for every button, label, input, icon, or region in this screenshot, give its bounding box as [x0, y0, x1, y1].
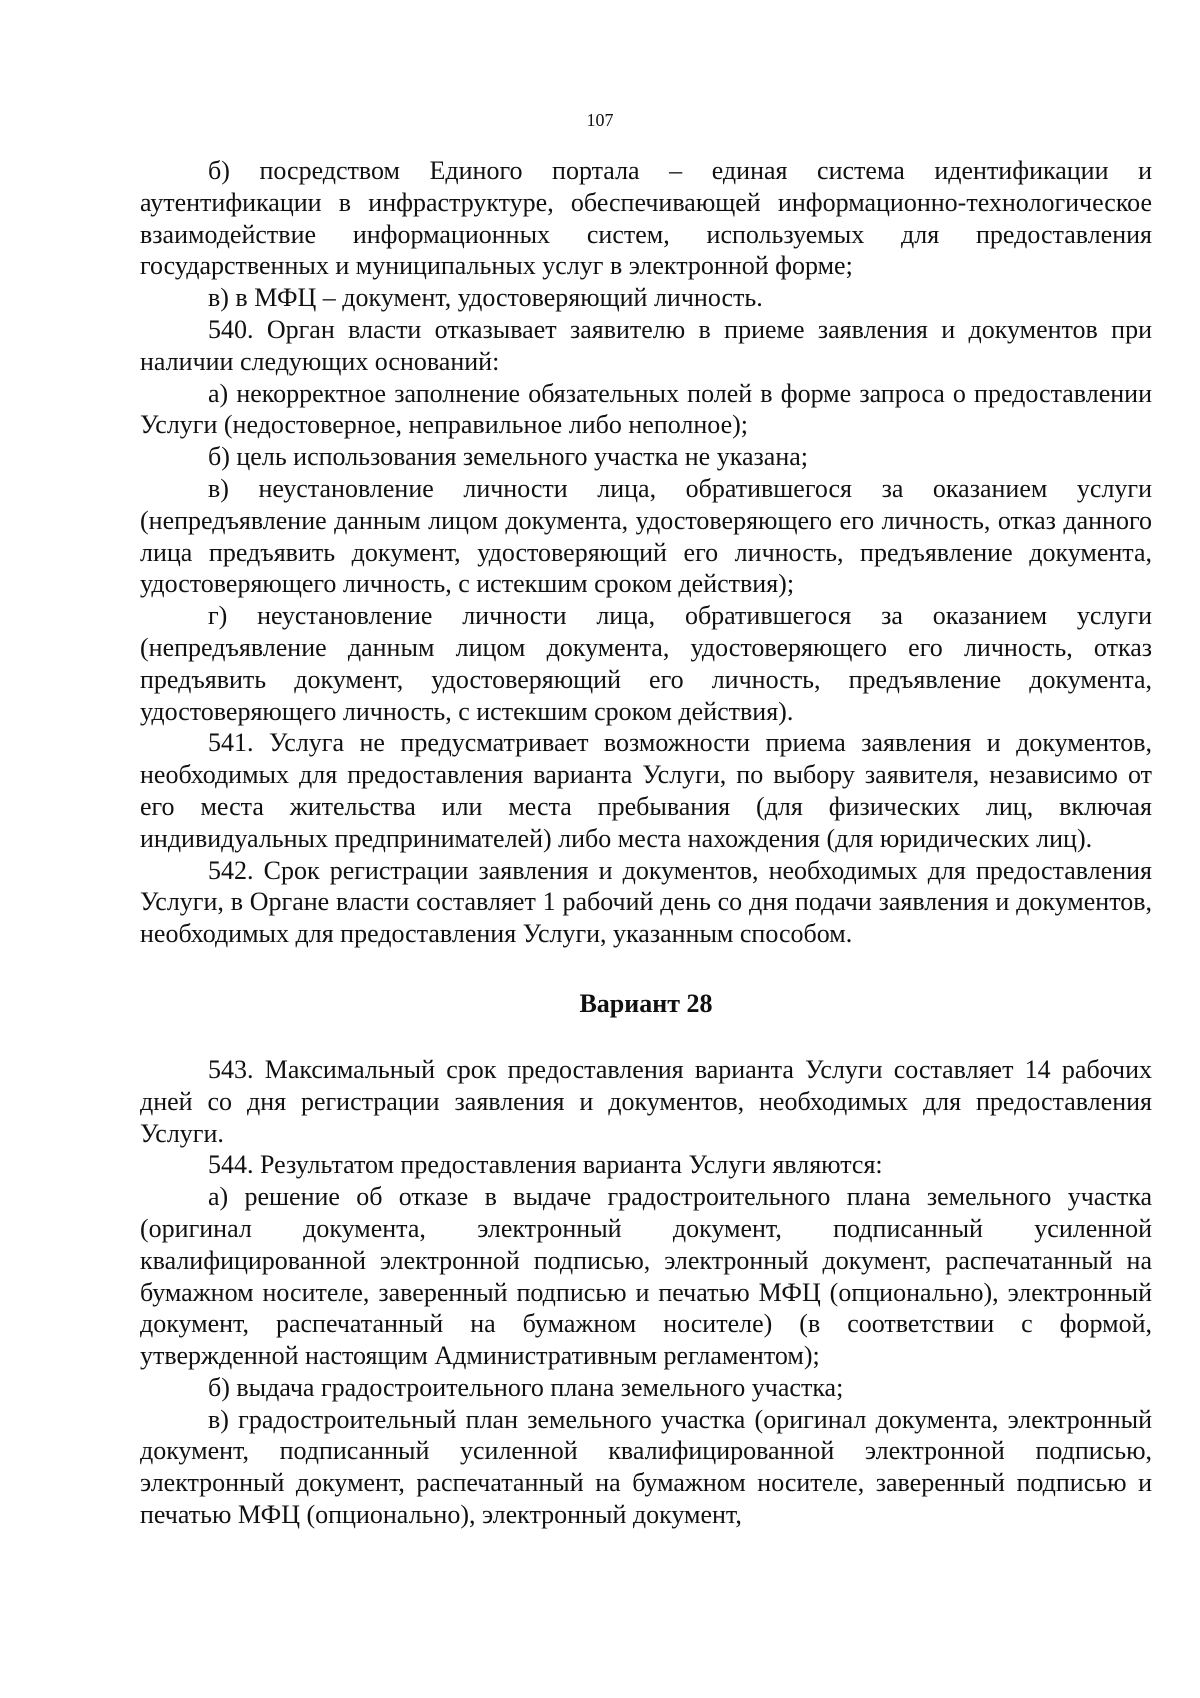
paragraph-540-a: а) некорректное заполнение обязательных полей в форме запроса о предоставлении Услуги (недостоверное, неправильное либо неполное); [140, 378, 1152, 440]
paragraph-540-g: г) неустановление личности лица, обратившегося за оказанием услуги (непредъявление данным лицом документа, удостоверяющего его личность, отказ предъявить документ, удостоверяющий его личность, предъявление документа, удостоверяющего личность, с истекшим сроком действия). [140, 601, 1152, 726]
paragraph-543: 543. Максимальный срок предоставления варианта Услуги составляет 14 рабочих дней со дня регистрации заявления и документов, необходимых для предоставления Услуги. [140, 1054, 1152, 1148]
page-number: 107 [586, 110, 614, 130]
paragraph-v-mfc: в) в МФЦ – документ, удостоверяющий личность. [208, 283, 763, 313]
paragraph-541: 541. Услуга не предусматривает возможности приема заявления и документов, необходимых для предоставления варианта Услуги, по выбору заявителя, независимо от его места жительства или места пребывания (для физических лиц, включая индивидуальных предпринимателей) либо места нахождения (для юридических лиц). [140, 728, 1152, 853]
paragraph-544: 544. Результатом предоставления варианта Услуги являются: [208, 1150, 883, 1180]
paragraph-544-a: а) решение об отказе в выдаче градостроительного плана земельного участка (оригинал документа, электронный документ, подписанный усиленной квалифицированной электронной подписью, электронный документ, распечатанный на бумажном носителе, заверенный подписью и печатью МФЦ (опционально), электронный документ, распечатанный на бумажном носителе) (в соответствии с формой, утвержденной настоящим Административным регламентом); [140, 1182, 1152, 1371]
paragraph-544-b: б) выдача градостроительного плана земельного участка; [208, 1372, 844, 1402]
paragraph-540: 540. Орган власти отказывает заявителю в приеме заявления и документов при наличии следующих оснований: [140, 314, 1152, 376]
paragraph-544-v: в) градостроительный план земельного участка (оригинал документа, электронный документ, подписанный усиленной квалифицированной электронной подписью, электронный документ, распечатанный на бумажном носителе, заверенный подписью и печатью МФЦ (опционально), электронный документ, [140, 1404, 1152, 1530]
paragraph-540-v: в) неустановление личности лица, обратившегося за оказанием услуги (непредъявление данным лицом документа, удостоверяющего его личность, отказ данного лица предъявить документ, удостоверяющий его личность, предъявление документа, удостоверяющего личность, с истекшим сроком действия); [140, 473, 1152, 599]
paragraph-542: 542. Срок регистрации заявления и документов, необходимых для предоставления Услуги, в Органе власти составляет 1 рабочий день со дня подачи заявления и документов, необходимых для предоставления Услуги, указанным способом. [140, 855, 1152, 949]
paragraph-540-b: б) цель использования земельного участка не указана; [208, 442, 808, 472]
document-body [140, 155, 1152, 1531]
section-heading: Вариант 28 [579, 988, 713, 1018]
paragraph-b-portal: б) посредством Единого портала – единая система идентификации и аутентификации в инфраструктуре, обеспечивающей информационно-технологическое взаимодействие информационных систем, используемых для предоставления государственных и муниципальных услуг в электронной форме; [140, 156, 1152, 281]
